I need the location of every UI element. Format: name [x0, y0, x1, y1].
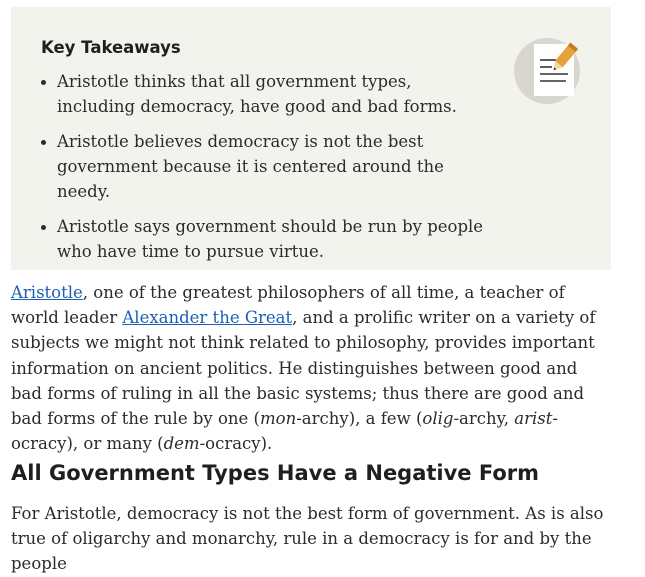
takeaway-item-1: Aristotle thinks that all government types, including democracy, have good and bad forms. [57, 69, 487, 119]
intro-text-2: , and a prolific writer on a variety of subjects we might not think related to philosophy, provides important information on ancient politics. He distinguishes between good and bad forms of ruling in all the basic systems; thus there are good and bad forms of the rule by one ( [11, 308, 596, 429]
takeaway-item-2: Aristotle believes democracy is not the best government because it is centered around the needy. [57, 129, 487, 204]
section-paragraph: For Aristotle, democracy is not the best form of government. As is also true of oligarchy and monarchy, rule in a democracy is for and by the people [11, 504, 604, 574]
takeaway-item-3: Aristotle says government should be run by people who have time to pursue virtue. [57, 214, 487, 264]
key-takeaways-list [57, 69, 487, 274]
intro-text-4: -archy, [453, 409, 515, 429]
intro-em-dem: dem [163, 434, 200, 454]
article-body [11, 280, 611, 456]
intro-text-1: , one of the greatest philosophers of all time, a teacher of world leader [11, 283, 565, 328]
aristotle-link[interactable]: Aristotle [11, 283, 83, 302]
alexander-the-great-link[interactable]: Alexander the Great [122, 308, 293, 328]
key-takeaways-title: Key Takeaways [41, 38, 181, 57]
intro-paragraph [11, 280, 611, 456]
intro-em-olig: olig [422, 409, 454, 429]
intro-text-5: -ocracy), or many ( [11, 409, 558, 454]
intro-em-mon: mon [259, 409, 297, 429]
intro-text-3: -archy), a few ( [296, 409, 423, 429]
intro-em-arist: arist [514, 409, 553, 429]
section-heading: All Government Types Have a Negative Form [11, 461, 540, 485]
notepad-pencil-icon [514, 36, 584, 106]
intro-text-6: -ocracy). [199, 434, 273, 454]
key-takeaways-box [11, 7, 611, 270]
